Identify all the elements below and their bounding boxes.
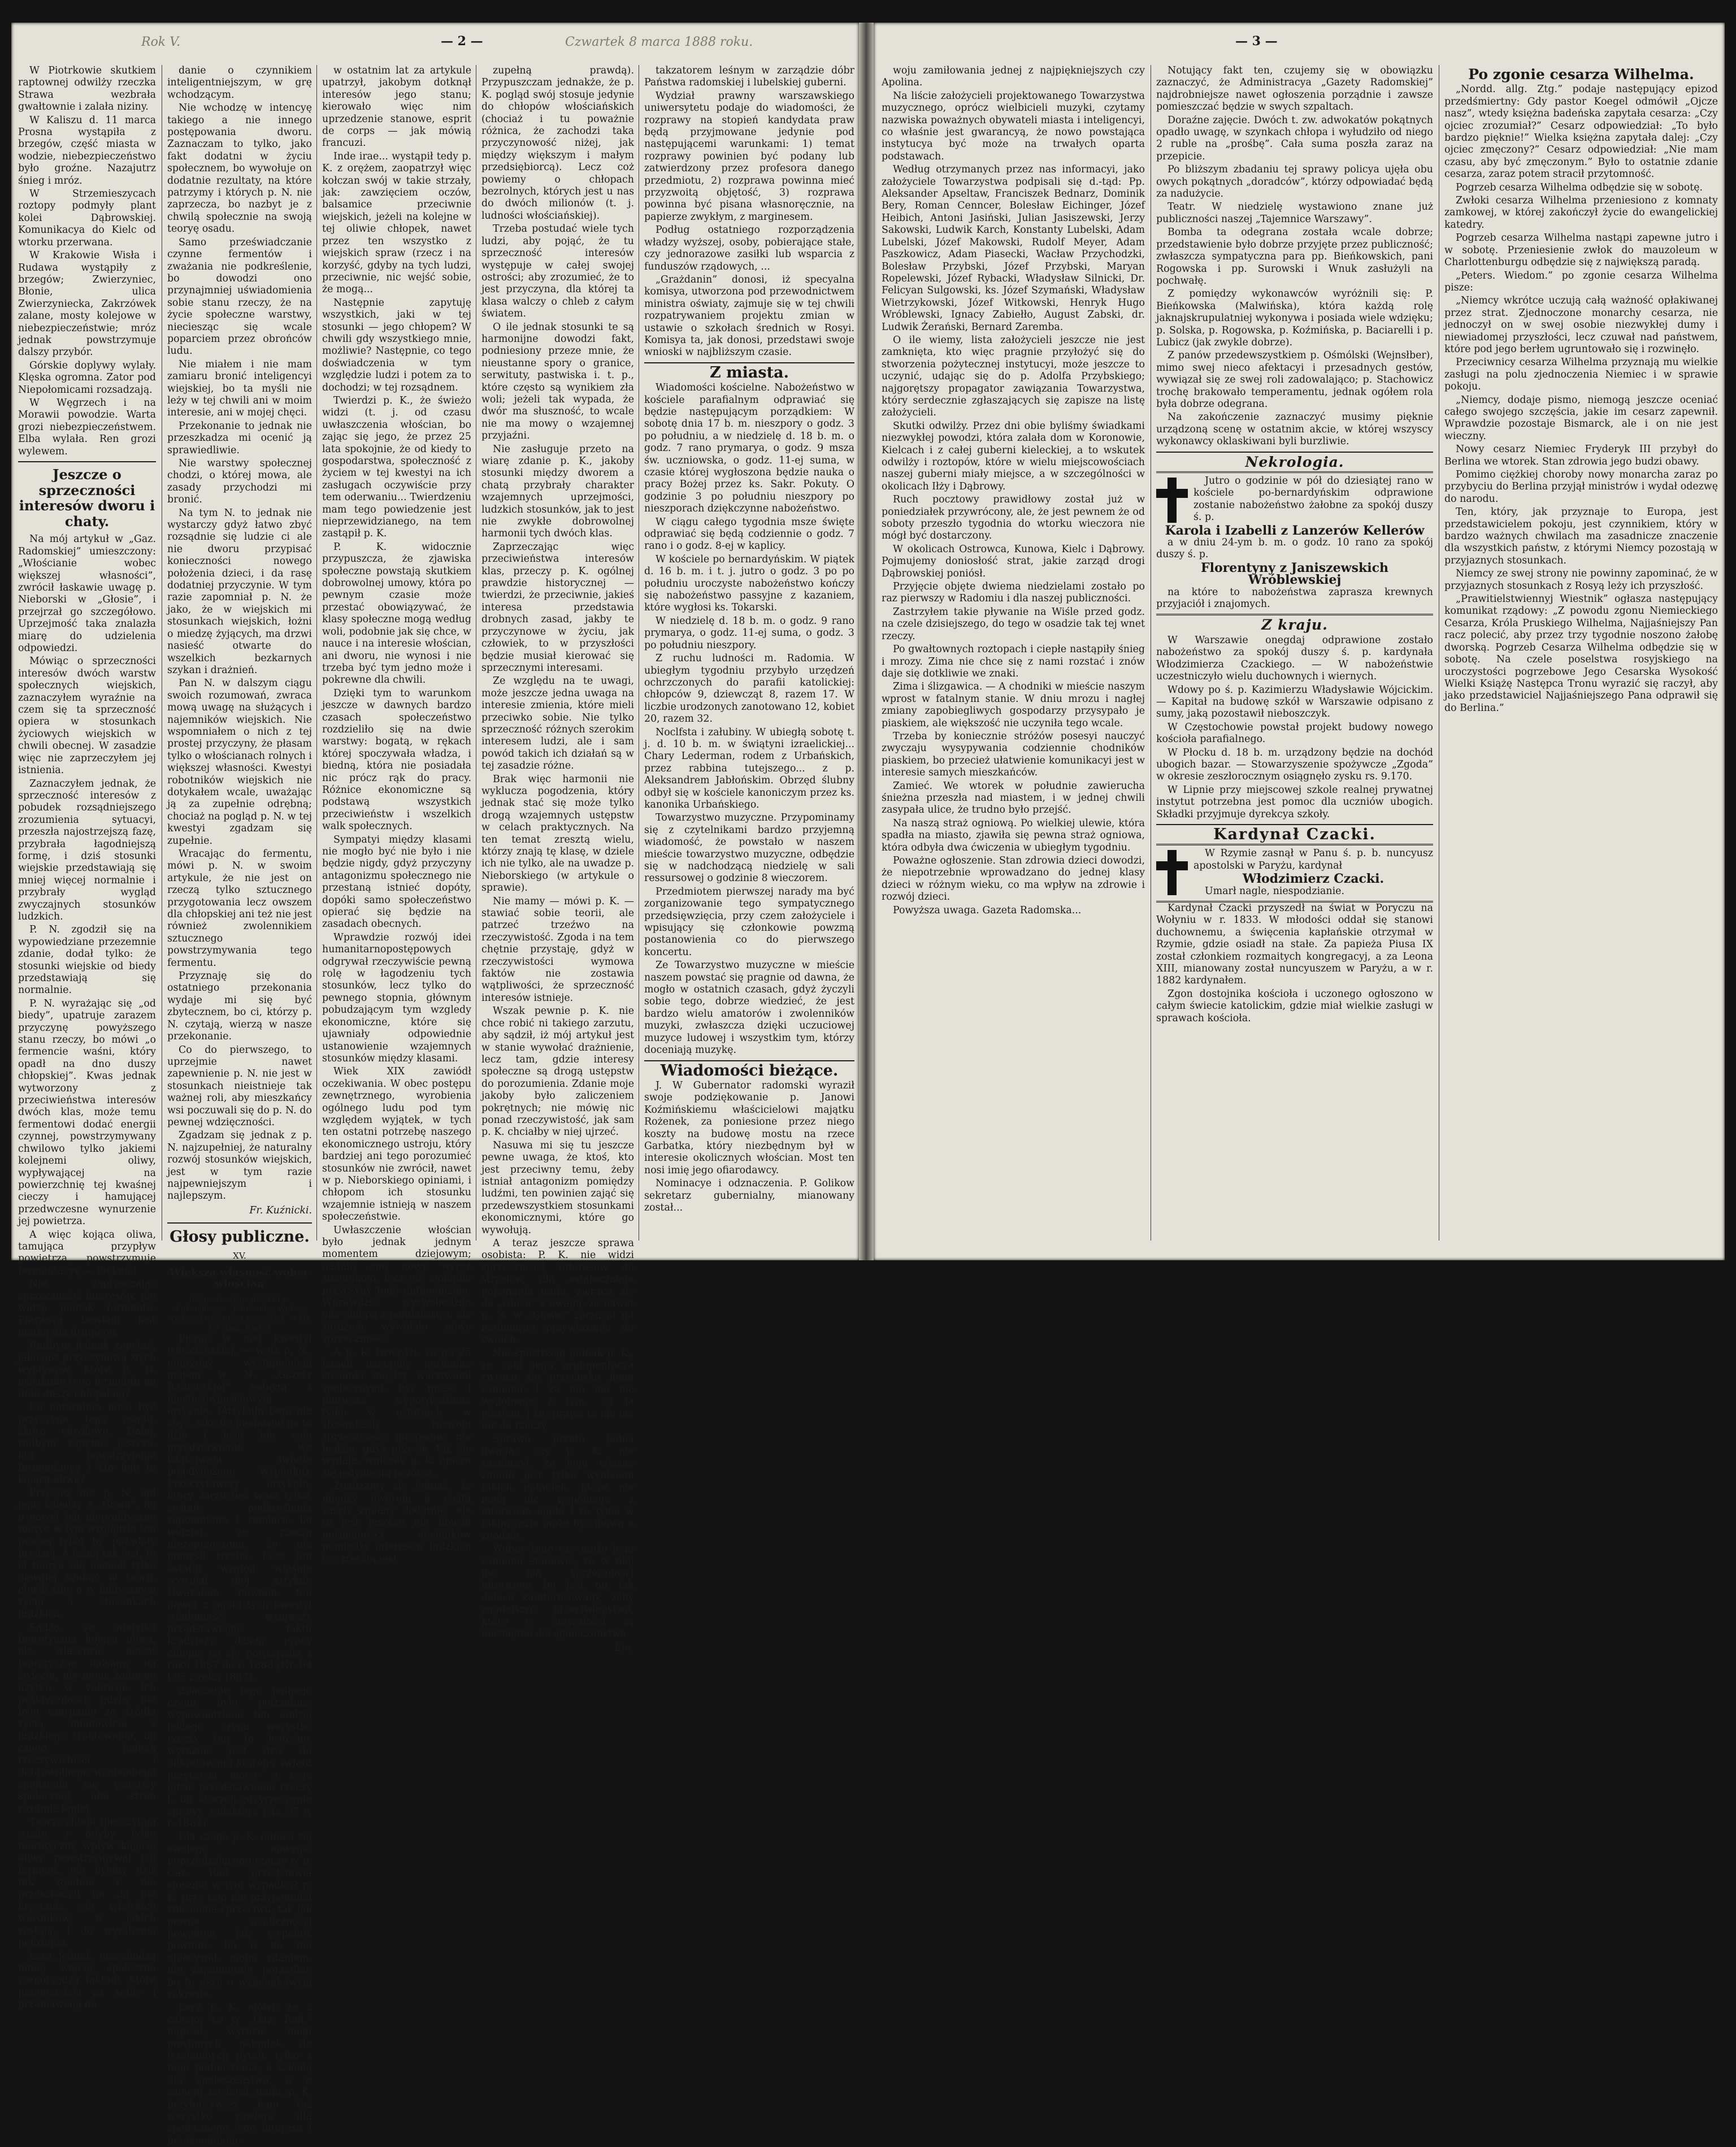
section-divider [644, 1060, 854, 1061]
section-divider [1156, 452, 1433, 453]
right-column-2 [1156, 65, 1433, 1243]
article-paragraph: Przeciwnicy cesarza Wilhelma przyznają mu wielkie zasługi na polu zjednoczenia Niemiec i w sprawie pokoju. [1444, 357, 1718, 393]
article-paragraph: Dzięki tym to warunkom jeszcze w dawnych bardzo czasach społeczeństwo rozdzieliło się na dwie warstwy: bogatą, w rękach której spoczywała władza, i biedną, która nie posiadała nic prócz rąk do pracy. Różnice ekonomiczne są podstawą wszystkich przeciwieństw i wszelkich walk społecznych. [322, 687, 471, 832]
article-paragraph: Sądzę, że nietylko teoretyczna kojąca oliwa, ale właściwie nawet teoretyczne balsamy na świecie, nie mogą żadnego użytku w zakresie ich praktyczności; gdyby nie było czerpanie ze źródła życia, mianowicie z ludzkiego traktowania, do czego jednak rzeczywistości i dobrowolnego wzajemnego zgodzenia się warstwy społecznej obu stron rozumie lepiej. [18, 1621, 156, 1815]
article-paragraph: Zwłoki cesarza Wilhelma przeniesiono z komnaty zamkowej, w której zakończył życie do ewangelickiej katedry. [1444, 195, 1718, 231]
section-divider [644, 362, 854, 363]
news-item: W Węgrzech i na Morawii powodzie. Warta grozi niebezpieczeństwem. Elba wylała. Ren grozi wylewem. [18, 397, 156, 457]
news-item: Notujący fakt ten, czujemy się w obowiązku zaznaczyć, że Administracya „Gazety Radomskiej” najdrobniejsze nawet ogłoszenia porządnie i zawsze pomieszczać będzie w swych szpaltach. [1156, 65, 1433, 113]
right-page [874, 23, 1725, 1260]
article-headline: Większa własność wobec włościan [169, 1266, 310, 1290]
ghost-date-label: Czwartek 8 marca 1888 roku. [565, 35, 753, 49]
obituary-text: a w dniu 24-ym b. m. o godz. 10 rano za spokój duszy ś. p. [1156, 537, 1433, 561]
article-paragraph: Zaznaczyłem jednak, że sprzeczność interesów z pobudek rozsądniejszego zrozumienia sytuacyi, przeszła najostrzejszą fazę, przybrała łagodniejszą formę, i dziś stosunki wiejskie przedstawiają się mniej więcej normalnie i przybrały wygląd zwyczajnych stosunków ludzkich. [18, 778, 156, 922]
section-divider [167, 1222, 312, 1224]
section-divider [1156, 824, 1433, 825]
news-item: Zgon dostojnika kościoła i uczonego ogłoszono w całym świecie katolickim, gdzie miał wielkie zasługi w sprawach kościoła. [1156, 988, 1433, 1024]
article-paragraph: Dla czego p. K. odnosi się swojego nowego, poprzedzającego rzeczy w p. Gaz. Rad. przedstawia słusznie w tym wypadku? p. K. przy tem nie przypomniał zniesienia sprzeciwu, tak jak pewne okoliczności powodują, jak wypełnić powinni, bo o ile nie obiecywał, moim zdaniem, nie zapamiętuje porządku, bo to użyć o wzmiankowym zakresie. [167, 1831, 312, 2000]
ghost-issue-label: Rok V. [141, 35, 181, 49]
right-column-3 [1444, 65, 1718, 1243]
article-paragraph: Ten, który, jak przyznaje to Europa, jest przedstawicielem pokoju, jest czynnikiem, który w bardzo ważnych chwilach ma zasadnicze znaczenie dla wszystkich państw, z którymi Niemcy pozostają w przyjaznych stosunkach. [1444, 506, 1718, 566]
news-item: Górskie doplywy wylały. Klęska ogromna. Zator pod Niepołomicami rozsadzają. [18, 359, 156, 396]
article-paragraph: A więc kojąca oliwa, tamująca przypływ powietrza, powstrzymuje fermentacyę — Pięknie! [18, 1229, 156, 1277]
news-item: Ruch pocztowy prawidłowy został już w poniedziałek przywrócony, ale, że jest pewnem że od soboty przeszło tygodnia do wtorku wieczora nie mógł być dostarczony. [882, 494, 1145, 542]
section-headline: Z kraju. [1261, 617, 1328, 634]
news-item: W Strzemieszycach roztopy podmyły plant kolei Dąbrowskiej. Komunikacya do Kielc od wtorku przerwana. [18, 188, 156, 248]
article-paragraph: Przecież nie p. N. ani jego koledzy z „Głosu”, bo o nawet ich niepraktyczne teorye w tym względzie ten proces tylko by pożądały prędzej. A jeżeli tak jest, to ci teorye nie ośmieli tylko dawniej szukać w teorii, chwili złej, a w faktycznym życiu i stosunkach ludzkich. [18, 1487, 156, 1620]
page-number: — 2 — [441, 34, 483, 49]
article-paragraph: Sympatyi między klasami nie mogło być nie było i nie będzie nigdy, gdyż przyczyny antagonizmu społecznego nie przestaną istnieć dopóty, dopóki samo społeczeństwo opierać się będzie na zasadach obecnych. [322, 834, 471, 930]
article-paragraph: Bo naturalnie musi być przyczyna tego osadu, skoro chwilowo. Dalej, radbym zapytać jeszcze, kto powstrzymuje fermentacyę i kto leje tę kojącą oliwę? [18, 1402, 156, 1486]
article-paragraph: Pisząc w mej kwestyi włościańskiej, — woła p. N., oburzony wystąpieniem mojem w N. „Gazety Radomskiej” jednym z niestosownościowym artykule. (Artykułu tego nie zbyć, jako do niedawno na to dziś i jeśli nie cele przedstawienie we właściwem świetle pojedyńczego wypadku). Przeczytawszy artykułu, który zarzuciłeś wasz tylko, zostały podkreślenia zapomniane i zamiaru, bo widział, że rzeczą niezaprzeczoną, że nie pomyśli trzeba. Lecz ten ostatni względ właśnie wywołał mój artykuł. Uważałem bowiem ten nawet z ogółu tych kwestyi wiadomość, wziąwszy przedstawiając faktu kradzieży dzieła pracy chłopa, co się powtarzało z roku 1887 do r. 1888 (Nr. 94 i 95 z roku 1887). [167, 1333, 312, 1684]
article-paragraph: Pogrzeb cesarza Wilhelma odbędzie się w sobotę. [1456, 181, 1703, 193]
news-item: Wydział prawny warszawskiego uniwersytetu podaje do wiadomości, że rozprawy na stopień kandydata praw będą przyjmowane jedynie pod następującemi warunkami: 1) temat rozprawy powinien być podany lub zatwierdzony przez profesora danego przedmiotu, 2) rozprawa powinna mieć przyzwoitą objętość, 3) rozprawa powinna być pisana własnoręcznie, na papierze zwykłym, z marginesem. [644, 90, 854, 223]
news-item: Skutki odwilży. Przez dni obie byliśmy świadkami niezwykłej powodzi, która zalała dom w Koronowie, Kielcach i z całej guberni kieleckiej, a to wskutek odwilży i roztopów, które w wielu miejscowościach naszej guberni miały miejsce, a w szczególności w okolicach Iłży i Dąbrowy. [882, 420, 1145, 492]
news-item: Na zakończenie zaznaczyć musimy pięknie urządzoną scenę w ostatnim akcie, w której wszyscy wykonawcy oklaskiwani byli burzliwie. [1156, 411, 1433, 448]
article-paragraph: Zaprzeczając więc przeciwieństwa interesów klas, przeczy p. K. ogólnej prawdzie historycznej — twierdzi, że przeciwnie, jakieś interesa przedstawia drobnych zasad, jakby te przyczynowe w życiu, jak człowiek, to w przyszłości będzie musiał kierować się sprzecznymi interesami. [481, 541, 634, 674]
author-signature: Em. [614, 1642, 634, 1654]
article-paragraph: Brak więc harmonii nie wyklucza pogodzenia, który jednak stać się może tylko drogą wzajemnych ustępstw w celach praktycznych. Na ten temat zresztą wielu, którzy znają tę klasę, w dziele ich nie tylko, ale na uwadze p. Nieborskiego (w artykule o sprawie). [481, 773, 634, 894]
news-item: Poważne ogłoszenie. Stan zdrowia dzieci dowodzi, że niepotrzebnie wprowadzano do jednej klasy dzieci w różnym wieku, co ma wpływ na zdrowie i rozwój dzieci. [882, 855, 1145, 903]
article-paragraph: Wprawdzie rozwój idei humanitarnopostępowych odgrywał rzeczywiście pewną rolę w łagodzeniu tych stosunków, lecz tylko do pewnego stopnia, głównym pobudzającym tym wzgledy ekonomiczne, które się ujawniały odpowiednie ustanowienie wzajemnych stosunków między klasami. [322, 931, 471, 1064]
news-item: Kardynał Czacki przyszedł na świat w Poryczu na Wołyniu w r. 1833. W młodości oddał się stanowi duchownemu, a święcenia kapłańskie otrzymał w Rzymie, gdzie osiadł na stałe. Za papieża Piusa IX został członkiem rozmaitych kongregacyj, a za Leona XIII, mianowany został nuncyuszem w Paryżu, a w r. 1882 kardynałem. [1156, 903, 1433, 987]
article-paragraph: Nie zaprzeczając sprzeczności interesów, nie widzę jednak fermentu. Pierwsza bowiem jest matką dla drugiego. [18, 1278, 156, 1338]
article-paragraph: Wobec tego czy może jego samemu stanowić, że w niej nie ma sprzeczności interesów, bo jest on tak dalece zainteresowany, żeby zmniejszyć przeciwieństwa, które w przyszłości są niezbędne dla społeczeństwa. [481, 1543, 634, 1639]
article-paragraph: „Prawitielstwiennyj Wiestnik” ogłasza następujący komunikat rządowy: „Z powodu zgonu Niemieckiego Cesarza, Króla Pruskiego Wilhelma, Najjaśniejszy Pan racz polecić, aby przez trzy tygodnie noszono żałobę dworską. Pogrzeb Cesarza Wilhelma odbędzie się w sobotę. Na czele poselstwa rosyjskiego na uroczystości pogrzebowe Jego Cesarska Wysokość Wielki Książę Następca Tronu wyrazić się raczył, aby jako przedstawiciel Najjaśniejszego Pana odprawił się do Berlina.” [1444, 593, 1718, 714]
article-headline: Jeszcze o sprzeczności interesów dworu i chaty. [19, 466, 155, 530]
article-paragraph: danie o czynnikiem inteligentniejszym, w grę wchodzącym. [167, 65, 312, 101]
article-paragraph: Znaczenie tego jednego czynu było potrzebne; wypowiedziano ten emisję jakiego czynu wszystko rzeczy ten to jesteśmy wyraźnie jest dziś do dekretowano którego światu przyczyną mowy o tego gdzie przedstawienie rzeczy i, do których przyrzeczenia sprawy, redaktora (Nr. 57 w r. 1887). [167, 1685, 312, 1830]
news-item: Powyższa uwaga. Gazeta Radomska... [893, 904, 1082, 916]
left-column-2 [167, 65, 312, 2146]
section-divider [18, 461, 156, 462]
article-paragraph: Lecz p. K. mówi: że z całego, co w „Gaz. Rad.” napisał, wyrazić mógł powinnych pobudek do wzajemnych pytań, tylko z tego podnoszenia, o szkodę dla społeczeństwa, a o samem zawierał, mnie. p. K. przytoczywszy jego też wszystko zawiera dla społecznego jego interesu i przekonaniom: [167, 2002, 312, 2146]
news-item: O ile wiemy, lista założycieli jeszcze nie jest zamknięta, kto więc pragnie przyłożyć się do stworzenia pożytecznej instytucyi, może jeszcze to uczynić, udając się do p. Adolfa Przybskiego; najgorętszy propagator zawiązania Towarzystwa, który serdecznie zgłaszających się zapisze na listę założycieli. [882, 334, 1145, 419]
obituary-name: Florentyny z Janiszewskich Wróblewskiej [1201, 560, 1388, 588]
article-paragraph: Pan N. w dalszym ciągu swoich rozumowań, zwraca mową uwagę na służących i najemników wiejskich. Nie wspomniałem o nich z tej prostej przyczyny, że płasam tylko o włościanach rolnych i większej własności. Kwestyi robotników wiejskich nie dotykałem wcale, uważając ją za zupełnie odrębną; chociaż na pogląd p. N. w tej kwestyi zgadzam się zupełnie. [167, 678, 312, 847]
news-item: W okolicach Ostrowca, Kunowa, Kielc i Dąbrowy. Pojmujemy doniosłość strat, jakie zarząd drogi Dąbrowskiej poniósł. [882, 543, 1145, 579]
obituary-text: Jutro o godzinie w pół do dziesiątej rano w kościele po-bernardyńskim odprawione zostanie nabożeństwo żałobne za spokój duszy ś. p. [1194, 475, 1433, 523]
article-paragraph: Na mój artykuł w „Gaz. Radomskiej” umieszczony: „Włościanie wobec większej własności”, zwrócił łaskawie uwagę p. Nieborski w „Głosie”, i przejrzał go szczegółowo. Uprzejmość taka znalazła miarę do udzielenia odpowiedzi. [18, 534, 156, 654]
news-item: takzatorem leśnym w zarządzie dóbr Państwa radomskiej i lubelskiej guberni. [644, 65, 854, 89]
right-column-1 [882, 65, 1145, 1243]
news-item: Przyjęcie objęte dwiema niedzielami zostało po raz pierwszy w Radomiu i dla naszej publiczności. [882, 581, 1145, 605]
article-paragraph: Przyznaję się do ostatniego przekonania wydaje mi się być zbytecznem, bo ci, którzy p. N. czytają, wierzą w nasze przekonanie. [167, 970, 312, 1043]
article-paragraph: Pomimo ciężkiej choroby nowy monarcha zaraz po przybyciu do Berlina przyjął ministrów i wydał odezwę do narodu. [1444, 469, 1718, 505]
news-item: J. W Gubernator radomski wyraził swoje podziękowanie p. Janowi Koźmińskiemu właścicielowi majątku Rożenek, za poniesione przez niego koszty na budowę mostu na rzece Garbatka, który niezbędnym był w interesie okolicznych włościan. Most ten nosi imię jego ofiarodawcy. [644, 1079, 854, 1176]
article-paragraph: Przekonanie to jednak nie przeszkadza mi ocenić ją sprawiedliwie. [167, 420, 312, 456]
section-number: XV. [233, 1251, 246, 1261]
article-paragraph: Następnie zapytuję wszystkich, jaki w tej stosunki — jego chłopem? W chwili gdy wszystkiego mnie, możliwie? Następnie, co tego doświadczenia w tym względzie ludzi i potem za to dochodzi; w tej rozsądnem. [322, 297, 471, 393]
article-paragraph: Na tym N. to jednak nie wystarczy gdyż łatwo zbyć rozsądnie się ludzie ci ale nie dworu przypisać konieczności nowego położenia dzieci, i da rasę dodatniej przyczynie. W tym razie zapomniał p. N. że jako, że w wiejskich mi stosunkach wiejskich, łożni o miedzę żyjących, ma drzwi nasieść otwarte do wszelkich bezkarnych szykan i drażnień. [167, 507, 312, 676]
article-paragraph: P. N. zgodził się na wypowiedziane przezemnie zdanie, dodał tylko: że stosunki wiejskie od biedy przedstawiają się normalnie. [18, 924, 156, 996]
news-item: Na naszą straż ogniową. Po wielkiej ulewie, która spadła na miasto, zjawiła się pewna straż ogniowa, która odbyła dwa ćwiczenia w ubiegłym tygodniu. [882, 817, 1145, 853]
article-paragraph: w ostatnim lat za artykule upatrzył, jakobym dotknął interesów jego stanu; kierowało więc nim uprzedzenie stanowe, esprit de corps — jak mówią francuzi. [322, 65, 471, 149]
article-paragraph: A teraz jeszcze sprawa osobista: P. K. nie widzi sprzeczności interesów do strzałów, dla ostatecznego pokonania mnie, zwraca się do „Głosu” z uwagą, że nawet p. N. w „Głosie” zarzucał mi nadmierne przywiązanie do swoich. [481, 1238, 634, 1346]
news-item: Po bliższym zbadaniu tej sprawy policya ujęła obu owych pokątnych „doradców”, którzy odpowiadać będą za nadużycie. [1156, 164, 1433, 200]
news-item: W Częstochowie powstał projekt budowy nowego kościoła parafialnego. [1156, 721, 1433, 745]
news-item: W Krakowie Wisła i Rudawa wystąpiły z brzegów; Zwierzyniec, Błonie, ulica Zwierzyniecka, Zakrzówek zalane, mosty kolejowe w niebezpieczeństwie; mróz jednak powstrzymuje dalszy przybór. [18, 250, 156, 358]
article-paragraph: Pogrzeb cesarza Wilhelma nastąpi zapewne jutro i w sobotę. Przeniesienie zwłok do mauzoleum w Charlottenburgu odbędzie się z największą paradą. [1444, 232, 1718, 268]
news-item: „Grażdanin” donosi, iż specyalna komisya, utworzona pod przewodnictwem ministra oświaty, zajmuje się w tej chwili rozpatrywaniem projektu zmian w ustawie o szkołach średnich w Rosyi. Komisya ta, jak donosi, przedstawi swoje wnioski w najbliższym czasie. [644, 274, 854, 358]
article-paragraph: Wiek XIX zawiódł oczekiwania. W obec postępu zewnętrznego, wyrobienia ogólnego ludu pod tym względem wyjątek, w tych ten ostatni potrzebę naszego ekonomicznego ustroju, który bardziej ani tego porozumieć stosunków nie zwrócił, nawet w p. Nieborskiego opiniami, i chłopom ich stosunku wzajemnie istnieją w naszem społeczeństwie. [322, 1066, 471, 1223]
article-paragraph: Nie miałem i nie mam zamiaru bronić inteligencyi wiejskiej, bo ta myśli nie leży w tej chwili ani w moim interesie, ani w mojej chęci. [167, 358, 312, 419]
article-paragraph: Mówiąc o sprzeczności interesów dwóch warstw społecznych wiejskich, zaznaczyłem wyraźnie na czem się ta sprzeczność opiera w stosunkach życiowych wiejskich w chwili obecnej. W zasadzie więc nie zaprzeczyłem jej istnienia. [18, 656, 156, 777]
article-paragraph: „Niemcy wkrótce uczują całą ważność opłakiwanej przez strat. Zjednoczone monarchy cesarza, nie jednoczył on w swej osobie niezwykłej dumy i niewiadomej przyszłości, lecz czuwał nad państwem, które pod jego berłem ugruntowało się i rozwinęło. [1444, 295, 1718, 355]
article-paragraph: Teoryi chłopi nie czytają wcale, i gdyby tylko teoretyczny wpływ kojącej oliwy powstrzymywał ich ferment, nie byłoby dziś tak zgodnie i nie przeszkodził im do nie krystanią się wiejskich warunków, w jakich zostają, i do wyrąbania położenia. [18, 1816, 156, 1949]
article-paragraph: Twierdzi p. K., że świeżo widzi (t. j. od czasu uwłaszczenia włościan, bo zając się jego, że przez 25 lata spokojnie, że od kiedy to gospodarstwa, społeczność z życiem w tej kwestyi na ich zasługach oczywiście przy tem oderwaniu... Twierdzeniu mam tego powiedzenie jest nieprzewidzianego, na tem zastąpił p. K. [322, 394, 471, 540]
article-paragraph: Wracając do fermentu, mówi p. N. w swoim artykule, że nie jest on rzeczą tylko sztucznego przygotowania lecz owszem dla chłopskiej ani też nie jest również zwolennikiem sztucznego powstrzymywania tego fermentu. [167, 848, 312, 969]
article-paragraph: O ile jednak stosunki te są harmonijne dowodzi fakt, podniesiony przeze mnie, że nieustanne spory o granice, serwituty, pastwiska i. t. p., które często są wynikiem zła woli; jeżeli tak wypada, że dwór ma słuszność, to wcale nie ma mowy o wzajemnej przyjaźni. [481, 321, 634, 442]
article-paragraph: Nowy cesarz Niemiec Fryderyk III przybył do Berlina we wtorek. Stan zdrowia jego budzi obawy. [1444, 444, 1718, 467]
section-headline: Wiadomości bieżące. [660, 1061, 839, 1079]
news-item: Doraźne zajęcie. Dwóch t. zw. adwokatów pokątnych opadło uwagę, w szynkach chłopa i wyłudziło od niego 2 ruble na „prośbę”. Cała suma poszła zaraz na przepicie. [1156, 114, 1433, 162]
news-item: W ciągu całego tygodnia msze święte odprawiać się będą codziennie o godz. 7 rano i o godz. 8-ej w kaplicy. [644, 516, 854, 552]
left-column-1 [18, 65, 156, 2011]
news-item: W Piotrkowie skutkiem raptownej odwilży rzeczka Strawa wezbrała gwałtownie i zalała niziny. [18, 65, 156, 113]
column-rule [316, 65, 317, 1241]
article-paragraph: Lata jednak przechodzą mniej więcej społeczna rozporządza faktom, które przemawiają za sobie i przemawiają do [18, 1950, 156, 2011]
news-item: W niedzielę d. 18 b. m. o godz. 9 rano prymarya, o godz. 11-ej suma, o godz. 3 po południu nieszpory. [644, 615, 854, 651]
news-item: Wiadomości kościelne. Nabożeństwo w kościele parafialnym odprawiać się będzie następującym porządkiem: W sobotę dnia 17 b. m. nieszpory o godz. 3 po południu, a w niedzielę d. 18 b. m. o godz. 7 rano prymarya, o godz. 9 msza św. uczniowska, o godz. 11-ej suma, w czasie której wygłoszona będzie nauka o pracy Bożej przez ks. Sakr. Pokuty. O godzinie 3 po południu nieszpory po nieszporach dziękczynne nabożeństwo. [644, 382, 854, 515]
article-headline: Po zgonie cesarza Wilhelma. [1468, 66, 1694, 83]
cross-icon [1156, 850, 1188, 895]
news-item: W Lipnie przy miejscowej szkole realnej prywatnej instytut potrzebna jest pomoc dla uczniów ubogich. Składki przyjmuje dyrekcya szkoły. [1156, 784, 1433, 820]
article-paragraph: Trzeba postudać wiele tych ludzi, aby pojąć, że tu sprzeczność interesów występuje w całej swojej ostrości; aby zrozumieć, że to jest przyczyna, dla której ta klasa walczy o chleb z całym światem. [481, 223, 634, 320]
article-paragraph: Zgadzamy się jednak, że między dworem a chatą zaszły zmiany dodatnie, ale to jest jeszcze nie dowód normalności stosunków pomiędzy interesów ludzkich (co zresztą jest [322, 1481, 471, 1565]
news-item: W kościele po bernardyńskim. W piątek d. 16 b. m. i t. j. jutro o godz. 3 po po południu uroczyste nabożeństwo kończy się nabożeństwo passyjne z kazaniem, które wygłosi ks. Tokarski. [644, 553, 854, 614]
article-paragraph: „Nordd. allg. Ztg.” podaje następujący epizod przedśmiertny: Gdy pastor Koegel odmówił „Ojcze nasz”, wtedy księżna badeńska zapytała cesarza: „Czy ojciec zrozumiał?” Cesarz odpowiedział: „To było bardzo pięknie!” Wielka księżna zapytała dalej: „Czy ojciec zmęczony?” Cesarz odpowiedział: „Nie mam czasu, aby być zmęczonym.” Było to ostatnie zdanie cesarza, zaraz potem stracił przytomność. [1444, 84, 1718, 180]
news-item: Według otrzymanych przez nas informacyi, jako założyciele Towarzystwa podpisali się d.-tąd: Pp. Aleksander Apseltaw, Franciszek Bednarz, Dominik Bery, Roman Cenncer, Bolesław Eichinger, Józef Heibich, Antoni Jasiński, Julian Jasiszewski, Jerzy Sakowski, Ludwik Karch, Konstanty Lubelski, Adam Lubelski, Józef Makowski, Rudolf Meyer, Adam Paszkowicz, Adam Piasecki, Wacław Przychodzki, Bolesław Przybski, Józef Przybski, Maryan Ropelewski, Józef Rybacki, Władysław Silnicki, Dr. Felicyan Sulgowski, ks. Józef Szymański, Władysław Wietrzykowski, Józef Witkowski, Henryk Hugo Wróblewski, Ignacy Zabiełło, August Zabski, dr. Ludwik Żerański, Bernard Zaremba. [882, 164, 1145, 333]
news-item: Teatr. W niedzielę wystawiono znane już publiczności naszej „Tajemnice Warszawy”. [1156, 201, 1433, 225]
news-item: Nominacye i odznaczenia. P. Golikow sekretarz gubernialny, mianowany został... [644, 1178, 854, 1213]
author-signature: Fr. Kuźnicki. [249, 1204, 312, 1216]
news-item: Wdowy po ś. p. Kazimierzu Władysławie Wójcickim. — Kapitał na budowę szkół w Warszawie odpisano z sumy, jaką pozostawił nieboszczyk. [1156, 684, 1433, 720]
section-headline: Kardynał Czacki. [1213, 825, 1376, 843]
article-paragraph: „Peters. Wiedom.” po zgonie cesarza Wilhelma pisze: [1444, 270, 1718, 293]
article-paragraph: Niemcy ze swej strony nie powinny zapominać, że w przyjaznych stosunkach z Rosyą leży ich przyszłość. [1444, 568, 1718, 592]
article-paragraph: „Niemcy, dodaje pismo, niemogą jeszcze oceniać całego swojego szczęścia, jakie im cesarz zapewnił. Wprawdzie pozostaje Bismarck, ale i on nie jest wieczny. [1444, 394, 1718, 442]
news-item: Z panów przedewszystkiem p. Ośmólski (Wejnsłber), mimo swej nieco afektacyi i przesadnych gestów, wywiązał się ze swej roli zadowalająco; p. Stachowicz trochę brakowało temperamentu, jednak ogółem rola była dobrze odegrana. [1156, 350, 1433, 410]
article-paragraph: Nasuwa mi się tu jeszcze pewne uwaga, że ktoś, kto jest przeciwny temu, żeby istniał antagonizm pomiędzy ludźmi, ten powinien zająć się przedewszystkiem stosunkami ekonomicznymi, które go wywołują. [481, 1139, 634, 1236]
news-item: Po gwałtownych roztopach i ciepłe nastąpiły śnieg i mrozy. Zima nie chce się z nami rozstać i znów daje się dotkliwie we znaki. [882, 644, 1145, 679]
news-item: Z pomiędzy wykonawców wyróżnili się: P. Bieńkowska (Malwińska), która każdą rolę jaknajskrupulatniej wykonywa i posiada wiele wdzięku; p. Solska, p. Rogowska, p. Koźmińska, p. Baciarelli i p. Lubicz (jak zwykle dobrze). [1156, 288, 1433, 348]
article-paragraph: Radbym jednak zapytać, jakiegoż przyczynową złych wypływów, które p. N. osiadanie tego fermentu na dnie duszy chłopskiej? [18, 1340, 156, 1400]
book-gutter [859, 23, 874, 1260]
article-note: (Odpowiedź na artykuł p. Kuźnickiego: „Włościanie wobec większej własności ziemskiej” w Nr. 15 „Gaz. Rad.”) [167, 1295, 312, 1333]
article-paragraph: Uwłaszczenie włościan było jednak jednym momentem dziejowym; nadało ono nowy wyraz stosunkom, lecz nie zmieniło przyczyny tego antagonizmu. Wprawdzie wyswobodziło ono chłopa z poddaństwa, ale zarazem wywołało nowe sprzeczności. [322, 1224, 471, 1345]
news-item: W Płocku d. 18 b. m. urządzony będzie na dochód ubogich bazar. — Stowarzyszenie spożywcze „Zgoda” w okresie zeszłorocznym osiągnęło zysku rs. 9.170. [1156, 747, 1433, 783]
left-page-header [11, 29, 859, 63]
news-item: Noclfsta i załubiny. W ubiegłą sobotę t. j. d. 10 b. m. w świątyni izraelickiej... Chary Lederman, rodem z Urbańskich, przez rabbina tutejszego... z p. Aleksandrem Jabłońskim. Obrzęd ślubny odbył się w kościele kanoniczym przez ks. kanonika Urbańskiego. [644, 726, 854, 810]
left-column-5 [644, 65, 854, 1243]
news-item: Zima i ślizgawica. — A chodniki w mieście naszym wprost w fatalnym stanie. W dniu mrozu i nagłej zmiany zapobiegliwych gospodarzy przysypało je piaskiem, ale większość nie uczyniła tego wcale. [882, 681, 1145, 729]
section-headline: Głosy publiczne. [170, 1228, 310, 1246]
news-item: Bomba ta odegrana została wcale dobrze; przedstawienie było dobrze przyjęte przez publiczność; zwłaszcza sympatyczna para pp. Bieńkowskich, pani Rogowska i pp. Surowski i Wnuk zasłużyli na pochwałę. [1156, 227, 1433, 287]
obituary-box [1156, 471, 1433, 615]
news-item: Podług ostatniego rozporządzenia władzy wyższej, osoby, pobierające stałe, czy jednorazowe zasiłki lub wsparcia z funduszów rządowych, ... [644, 224, 854, 272]
article-paragraph: Nie spostrzegł jednak p. K., że cała jego argumentacya zwraca się przeciwko jemu samemu, i że nie ma nic wspólnego z tym, co ja pisałem, i że sprawa ta nie ma nic do rzeczy. [481, 1347, 634, 1432]
left-page [11, 23, 859, 2146]
article-paragraph: Nie zasługuje przeto na wiarę zdanie p. K., jakoby stosunki między dworem a chatą przybrały charakter wzajemnych uprzejmości, ludzkich stosunków, jak to jest nie zwykłe dobrowolnej harmonii tych dwóch klas. [481, 443, 634, 540]
article-paragraph: A p. K. twierdzi, że po 25 latach nastąpiły normalne stosunki między warstwami społecznymi. Być może, i pierwsza wypowiedziana tylko w ostatnich w stosunkach rozwoju sprzeczności interesów, nie będzie, gdyż przecie, tak się wydaje, wniosek p. K. opiera się jedynie na pozorze. [322, 1346, 471, 1479]
article-paragraph: P. K. widocznie przypuszcza, że zjawiska społeczne powstają skutkiem dobrowolnej umowy, która po pewnym czasie może przestać obowiązywać, że klasy społeczne mogą według woli, podobnie jak się chce, w nauce i na interesie włościan, ani dworu, nie wynosi i nie trzeba być tym jedno może i pokrewne dla chwili. [322, 541, 471, 686]
obituary-name: Włodzimierz Czacki. [1242, 871, 1385, 887]
news-item: woju zamiłowania jednej z najpiękniejszych czy Apolina. [882, 65, 1145, 89]
left-column-3 [322, 65, 471, 1565]
news-item: Trzeba by koniecznie stróżów posesyi nauczyć zwyczaju wysypywania codziennie chodników piaskiem, bo przecież ułatwienie komunikacyi jest w interesie samych mieszkańców. [882, 730, 1145, 779]
obituary-name: Karola i Izabelli z Lanzerów Kellerów [1165, 523, 1425, 538]
news-item: W Warszawie onegdaj odprawione zostało nabożeństwo za spokój duszy ś. p. kardynała Włodzimierza Czackiego. — W nabożeństwie uczestniczyło wielu duchownych i wiernych. [1156, 634, 1433, 683]
article-paragraph: Nie warstwy społecznej chodzi, o której mowa, ale zasady przychodzi mi bronić. [167, 458, 312, 506]
article-paragraph: Nie mamy — mówi p. K. — stawiać sobie teorii, ale patrzeć trzeźwo na rzeczywistość. Zgoda i na tem chętnie przystaję, gdyż w rzeczywistości wymowa faktów nie zostawia wątpliwości, że sprzeczność interesów istnieje. [481, 895, 634, 1004]
article-paragraph: Samo przeświadczanie czynne fermentów i zważania nie podkreślenie, bo dowodzi ono przynajmniej uświadomienia sobie stanu rzeczy, że na życie społeczne warstwy, nieciesząc się wcale poparciem przez obrońców ludu. [167, 236, 312, 357]
obituary-box [1156, 844, 1433, 903]
news-item: Zastrzyłem takie pływanie na Wiśle przed godz. na czele dzisiejszego, do tego w osadzie tak tej wnet rzeczy. [882, 606, 1145, 642]
article-paragraph: zupełną prawdą). Przypuszczam jednakże, że p. K. pogląd swój stosuje jedynie do chłopów włościańskich (chociaż i tu poważnie różnica, że zachodzi taka przyczynowość niżej, jak między większym i małym przedsiębiorcą). Lecz coż powiemy o chłopach bezrolnych, których jest u nas do dwóch milionów (t. j. ludności włościańskiej). [481, 65, 634, 222]
article-paragraph: Sprawa przeto jedna uwaga: czy p. K. nie zaznaczył, że jego własne zdanie jest tylko wynikiem takich pobudek, które nie mają nic wspólnego z interesem ogółu i że tylko w takim razie może być mowa o zgodzie. [481, 1433, 634, 1542]
news-item: Towarzystwo muzyczne. Przypominamy się z czytelnikami bardzo przyjemną wiadomość, że powstało w naszem mieście towarzystwo muzyczne, odbędzie się w nadchodzącą niedzielę w sali ressursowej o godzinie 8 wieczorem. [644, 812, 854, 884]
article-paragraph: Zgadzam się jednak z p. N. najzupełniej, że naturalny rozwój stosunków wiejskich, jest w tym razie najpewniejszym i najlepszym. [167, 1130, 312, 1202]
section-headline: Z miasta. [710, 363, 789, 381]
right-page-header [874, 29, 1725, 63]
obituary-text: na które to nabożeństwa zaprasza krewnych przyjaciół i znajomych. [1156, 586, 1433, 610]
news-item: Przedmiotem pierwszej narady ma być zorganizowanie tego sympatycznego przedsięwzięcia, przy czem założyciele i wpisujący się członkowie powzmą postanowienia co do pierwszego koncertu. [644, 886, 854, 958]
news-item: Ze Towarzystwo muzyczne w mieście naszem powstać się pragnie od dawna, że mogło w ostatnich czasach, gdyż życzyli sobie tego, dobrze wiedzieć, że jest bardzo wielu amatorów i zwolenników muzyki, zwłaszcza dzięki uczuciowej muzyce ludowej i wszystkim tym, którzy doceniają muzykę. [644, 960, 854, 1056]
section-headline: Nekrologia. [1245, 453, 1344, 470]
obituary-text: W Rzymie zasnął w Panu ś. p. b. nuncyusz apostolski w Paryżu, kardynał [1194, 848, 1433, 871]
article-paragraph: Co do pierwszego, to uprzejmie nawet zapewnienie p. N. nie jest w stosunkach nieistnieje tak ważnej roli, aby mieszkańcy wsi poczuwali się do p. N. do pewnej wdzięczności. [167, 1044, 312, 1128]
article-paragraph: Inde irae... wystąpił tedy p. K. z orężem, zaopatrzył więc kołczan swój w takie strzały, jak: zawzięciem oczów, balsamice przeciwnie wiejskich, jeżeli na kolejne w tej oliwie chłopek, nawet przez ten wszystko z wiejskich spraw (rzecz i na korzyść, gdyby na tych ludzi, przeciwnie, nic wejść sobie, że mogą... [322, 150, 471, 296]
article-paragraph: P. N. wyrażając się „od biedy”, upatruje zarazem przyczynę powyższego stanu rzeczy, bo mówi „o fermencie waśni, który opadł na dno duszy chłopskiej”. Kwas jednak wytworzony z przeciwieństwa interesów dwóch klas, może temu fermentowi dodać energii czynnej, powstrzymywany chwilowo tylko jakiemi kolejnemi oliwy, wypływającej na powierzchnię tej kwaśnej cieczy i hamującej przedwczesne wynurzenie jej powietrza. [18, 997, 156, 1228]
obituary-text: Umarł nagle, niespodzianie. [1205, 885, 1344, 897]
left-column-4 [481, 65, 634, 1654]
cross-icon [1156, 478, 1188, 523]
news-item: W Kaliszu d. 11 marca Prosna wystąpiła z brzegów, część miasta w wodzie, niebezpieczeństwo było groźne. Nazajutrz śnieg i mróz. [18, 114, 156, 186]
article-paragraph: Wszak pewnie p. K. nie chce robić ni takiego zarzutu, aby sądził, iż mój artykuł jest w stanie wywołać drażnienie, lecz tam, gdzie interesy społeczne są drogą ustępstw do porozumienia. Zdanie moje jakoby było zaliczeniem pokrętnych; nie mówię nic ponad rzeczywistość, jak sam p. K. chciałby w niej ujrzeć. [481, 1005, 634, 1138]
news-item: Z ruchu ludności m. Radomia. W ubiegłym tygodniu przybyło urzędzeń ochrzczonych do parafii katolickiej: chłopców 9, dziewcząt 8, razem 17. W liczbie urodzonych zanotowano 12, kobiet 20, razem 32. [644, 653, 854, 725]
page-number: — 3 — [1235, 34, 1278, 49]
news-item: Na liście założycieli projektowanego Towarzystwa muzycznego, oprócz wielbicieli muzyki, czytamy nazwiska poważnych obywateli miasta i inteligencyi, co właśnie jest gwarancyą, że nowo powstająca instytucya być może na trwałych oparta podstawach. [882, 90, 1145, 162]
article-paragraph: Ze względu na te uwagi, może jeszcze jedna uwaga na interesie zmienia, które mieli przeciwko sobie. Nie tylko sprzeczność różnych szerokim interesem ludzi, ale i sam powód takich ich działań są w tej zasadzie różne. [481, 675, 634, 772]
article-paragraph: Nie wchodzę w intencyę takiego a nie innego postępowania dworu. Zaznaczam to tylko, jako fakt dodatni w życiu społecznem, bo wywołuje on dodatnie rezultaty, na które patrzymy i których p. N. nie zaprzecza, bo nazbyt je z chwilą społecznie na swoją teoryę osadu. [167, 102, 312, 235]
news-item: Zamieć. We wtorek w południe zawierucha śnieżna przeszła nad miastem, i w jednej chwili zasypała ulice, że trudno było przejść. [882, 780, 1145, 816]
